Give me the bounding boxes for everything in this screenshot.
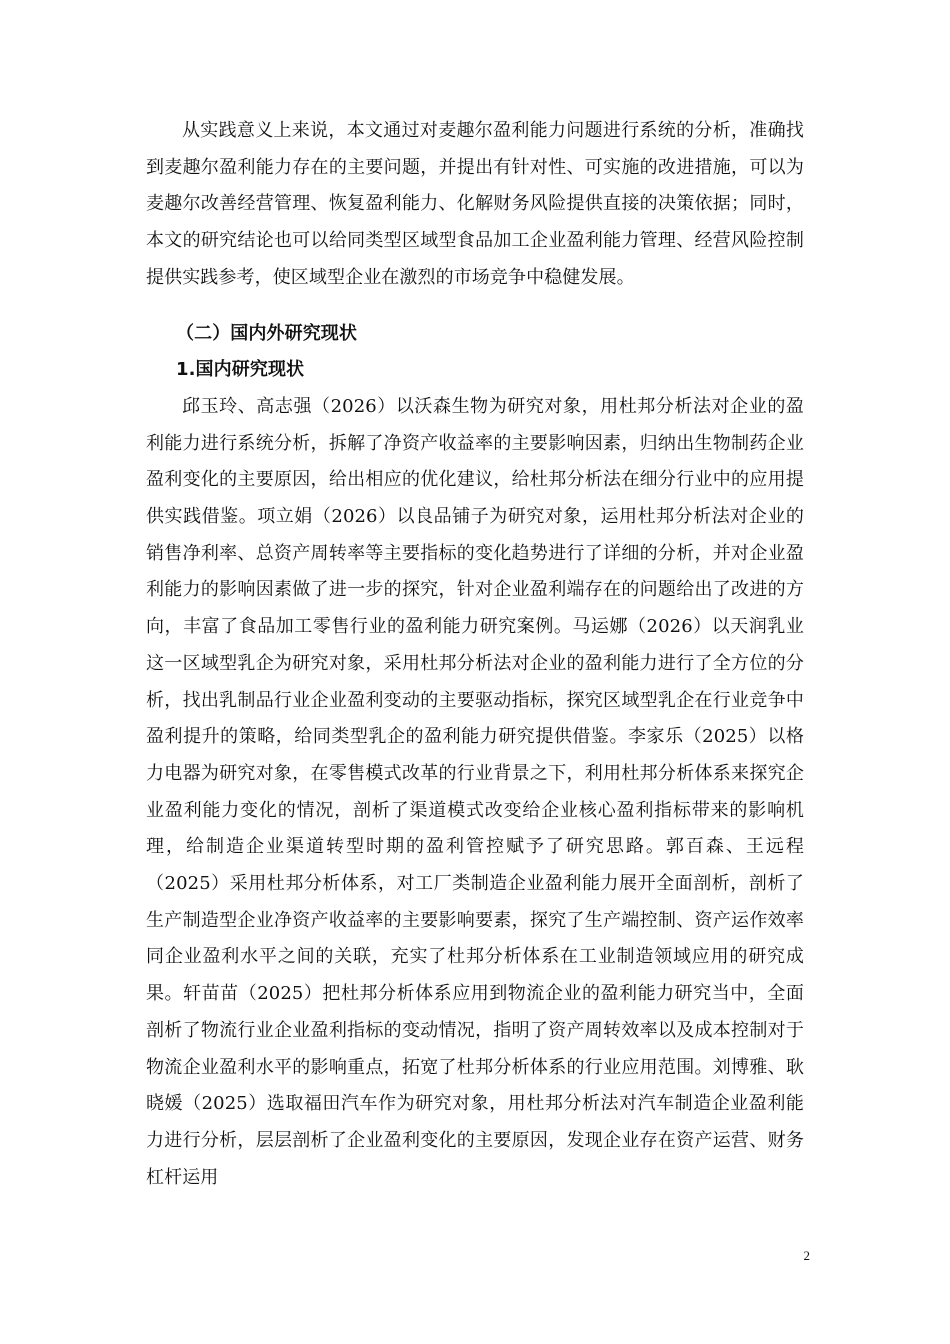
section-heading: （二）国内外研究现状 bbox=[176, 322, 357, 344]
page-body bbox=[146, 113, 804, 1196]
paragraph-practical-significance: 从实践意义上来说，本文通过对麦趣尔盈利能力问题进行系统的分析，准确找到麦趣尔盈利能力存在的主要问题，并提出有针对性、可实施的改进措施，可以为麦趣尔改善经营管理、恢复盈利能力、化解财务风险提供直接的决策依据；同时，本文的研究结论也可以给同类型区域型食品加工企业盈利能力管理、经营风险控制提供实践参考，使区域型企业在激烈的市场竞争中稳健发展。 bbox=[146, 120, 804, 288]
subsection-heading: 1.国内研究现状 bbox=[176, 359, 305, 381]
paragraph-domestic-research: 邱玉玲、高志强（2026）以沃森生物为研究对象，用杜邦分析法对企业的盈利能力进行系统分析，拆解了净资产收益率的主要影响因素，归纳出生物制药企业盈利变化的主要原因，给出相应的优化建议，给杜邦分析法在细分行业中的应用提供实践借鉴。项立娟（2026）以良品铺子为研究对象，运用杜邦分析法对企业的销售净利率、总资产周转率等主要指标的变化趋势进行了详细的分析，并对企业盈利能力的影响因素做了进一步的探究，针对企业盈利端存在的问题给出了改进的方向，丰富了食品加工零售行业的盈利能力研究案例。马运娜（2026）以天润乳业这一区域型乳企为研究对象，采用杜邦分析法对企业的盈利能力进行了全方位的分析，找出乳制品行业企业盈利变动的主要驱动指标，探究区域型乳企在行业竞争中盈利提升的策略，给同类型乳企的盈利能力研究提供借鉴。李家乐（2025）以格力电器为研究对象，在零售模式改革的行业背景之下，利用杜邦分析体系来探究企业盈利能力变化的情况，剖析了渠道模式改变给企业核心盈利指标带来的影响机理，给制造企业渠道转型时期的盈利管控赋予了研究思路。郭百森、王远程（2025）采用杜邦分析体系，对工厂类制造企业盈利能力展开全面剖析，剖析了生产制造型企业净资产收益率的主要影响要素，探究了生产端控制、资产运作效率同企业盈利水平之间的关联，充实了杜邦分析体系在工业制造领域应用的研究成果。轩苗苗（2025）把杜邦分析体系应用到物流企业的盈利能力研究当中，全面剖析了物流行业企业盈利指标的变动情况，指明了资产周转效率以及成本控制对于物流企业盈利水平的影响重点，拓宽了杜邦分析体系的行业应用范围。刘博雅、耿晓媛（2025）选取福田汽车作为研究对象，用杜邦分析法对汽车制造企业盈利能力进行分析，层层剖析了企业盈利变化的主要原因，发现企业存在资产运营、财务杠杆运用 bbox=[146, 395, 804, 1188]
page-number: 2 bbox=[803, 1248, 810, 1263]
